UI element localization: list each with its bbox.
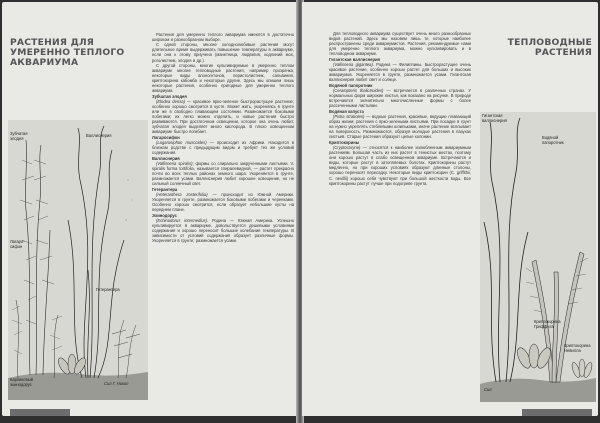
label-cryptocoryne-griffithii: Криптокорина Гриффита: [534, 319, 561, 329]
latin-name: (Vallisneria gigantea): [333, 62, 373, 68]
label-elodea: Зубчатая элодея: [10, 131, 28, 141]
section-body: [329, 114, 471, 139]
section-text: . Родина — Филиппины. Быстрорастущее очень красивое растение, особенно хорошо растет для больших и высоких аквариумов. Укореняется в грунте, размножается усами. Гигантская валлиснерия любит свет и солнце.: [329, 62, 471, 83]
left-intro-paragraph: Растения для умеренно теплого аквариума имеются в достаточно широком и разнообразном выборе.: [152, 32, 294, 43]
left-intro-paragraph: С одной стороны, многие холоднолюбивые растения могут длительное время выдерживать повышение температуры в аквариуме, если она к этому приучена (манетница, людвигия, кодлиний мох, роголистник, элодея и др.).: [152, 42, 294, 63]
label-vallisneria: Валлиснерия: [86, 133, 112, 138]
section-title: Гигантская валлиснерия: [329, 56, 380, 62]
latin-name: (Pistia stratiotes): [333, 114, 365, 120]
section-title: Лагаросифон: [152, 134, 180, 140]
section-text: ; формы со спирально закрученными листьями. V. spiralis forma tortifolia, называется спиралевидной, — растет прекрасно почти во всех теплых районах земного шара. Укореняется в грунте, размножается усами. Валлиснерия любит хорошее освещение, но не сильный солнечный свет.: [152, 161, 294, 187]
section-text: — встречается в различных странах. У нормальных форм широкие листья, как показано на рисунке. В природе встречаются значительно многочисленные формы с более рассеченными листьями.: [329, 88, 471, 109]
label-water-fern: Водяной папоротник: [542, 135, 564, 145]
section-body: [329, 145, 471, 185]
latin-name: (Vallisneria spiralis): [156, 161, 193, 167]
section-title: Водяная капуста: [329, 108, 364, 114]
left-text-column: [152, 32, 294, 244]
latin-name: (Cryptocoryne): [333, 145, 361, 151]
left-plant-illustration: [8, 120, 148, 400]
right-plant-illustration: [480, 112, 596, 402]
section-text: — происходит из Южной Америки. Укореняется в грунте, размножается боковыми побегами и черенками. Особенно хорошо смотрится, если образует небольшие кусты на переднем плане.: [152, 192, 294, 213]
right-intro-paragraph: Для тепловодного аквариума существует очень много разнообразных видов растений. Здесь мы назовем лишь те, которые наиболее распространены среди аквариумистов. Растения, рекомендуемые нами для умеренно теплого аквариума, можно культивировать и в тепловодном аквариуме.: [329, 31, 471, 57]
section-body: [329, 62, 471, 82]
section-title: Водяной папоротник: [329, 82, 373, 88]
right-text-column: [329, 31, 471, 186]
latin-name: (Lagarosiphon muscoides): [156, 140, 207, 146]
section-title: Гетерантера: [152, 186, 178, 192]
label-lagarosiphon: Лагаро-сифон: [10, 239, 25, 249]
label-cryptocoryne-nevillii: Криптокорина Невилла: [564, 343, 591, 353]
latin-name: (Ceratopteris thalictroides): [333, 88, 384, 94]
label-heteranthera: Гетерантера: [96, 287, 120, 292]
left-page: [2, 2, 298, 416]
section-text: . Родина — Южная Америка. Успешно культивируется в аквариуме, довольствуется дешевыми условиями содержания и хорошо переносит большие колебания температуры. В зависимости от условий содержания образует различные формы. Укореняется в грунте; размножается усами.: [152, 218, 295, 244]
section-text: — происходит из Африки. Находится в близком родстве с предыдущим видом и требует тех же условий содержания.: [152, 140, 294, 156]
illustrator-signature: Сил Г. Никол: [104, 381, 129, 386]
label-echinodorus: Карликовый эхинодорус: [10, 377, 33, 387]
section-body: [152, 192, 294, 212]
right-page-heading: ТЕПЛОВОДНЫЕ РАСТЕНИЯ: [507, 37, 592, 58]
section-title: Валлиснерия: [152, 155, 180, 161]
left-plant-drawing: [8, 120, 148, 400]
section-text: — красивое ярко-зеленое быстрорастущее растение; особенно хорошо смотрится в кусте. Может жить, укореняясь в грунте или же в свободно плавающем состоянии. Размножается боковыми побегами; их легко можно отделить, и новые растения быстро развиваются. При достаточном освещении, которое она очень любит, зубчатая элодея выделяет много кислорода. В плохо освещенном аквариуме быстро погибает.: [152, 99, 294, 135]
section-title: Криптокорины: [329, 139, 360, 145]
section-body: [152, 140, 294, 155]
latin-name: (Heteranthera zosterifolia): [156, 192, 208, 198]
left-intro-paragraph: С другой стороны, многие культивируемые в умеренно теплом аквариуме многие тепловодные растения, например прозрачка, некоторые виды апоногетонов, перистолистник, сальвиния, криптокорина кабомба и некоторые другие. Здесь мы опишем лишь некоторые растения, особенно пригодные для умеренно теплого аквариума.: [152, 62, 294, 94]
section-text: — относятся к наиболее излюбленным аквариумным растениям. Большая часть из них растет в тенистых местах, поэтому они хорошо растут в слабо освещенном аквариуме. Встречаются и виды, которые растут в затопляемых болотах. Криптокорины растут медленно, но при хороших условиях образуют длинные столоны, хорошо переносят пересадку. Некоторые виды криптокорин (C. griffithii, C. nevillii) хорошо себя чувствуют при большой жесткости воды. Все криптокорины растут лучше при подогреве грунта.: [329, 145, 471, 186]
section-body: [152, 161, 294, 186]
section-body: [152, 99, 294, 134]
left-page-heading: РАСТЕНИЯ ДЛЯ УМЕРЕННО ТЕПЛОГО АКВАРИУМА: [10, 37, 125, 68]
section-body: [152, 218, 294, 243]
section-title: Эхинодорус: [152, 212, 177, 218]
label-vallisneria-giant: Гигантская валлиснерия: [482, 113, 507, 123]
illustrator-signature: Сил: [484, 387, 492, 392]
latin-name: (Echinodorus intermedius): [156, 218, 207, 224]
right-page: [302, 2, 598, 416]
section-body: [329, 88, 471, 108]
right-footer-bar: [522, 409, 592, 416]
section-title: Зубчатая элодея: [152, 93, 187, 99]
latin-name: (Elodea densa): [156, 99, 185, 104]
right-plant-drawing: [480, 112, 596, 402]
section-text: — водные растения, красивые, ведущие плавающий образ жизни; растения с ярко-зелеными листьями. При посадке в грунт на нужно укреплять стеблевыми шпильками, иначе растение всплывает на поверхность. Размножаются, образуя молодые растения в пазухах листьев. Старые растения образуют целые колонии.: [329, 114, 471, 140]
left-footer-bar: [10, 409, 70, 416]
